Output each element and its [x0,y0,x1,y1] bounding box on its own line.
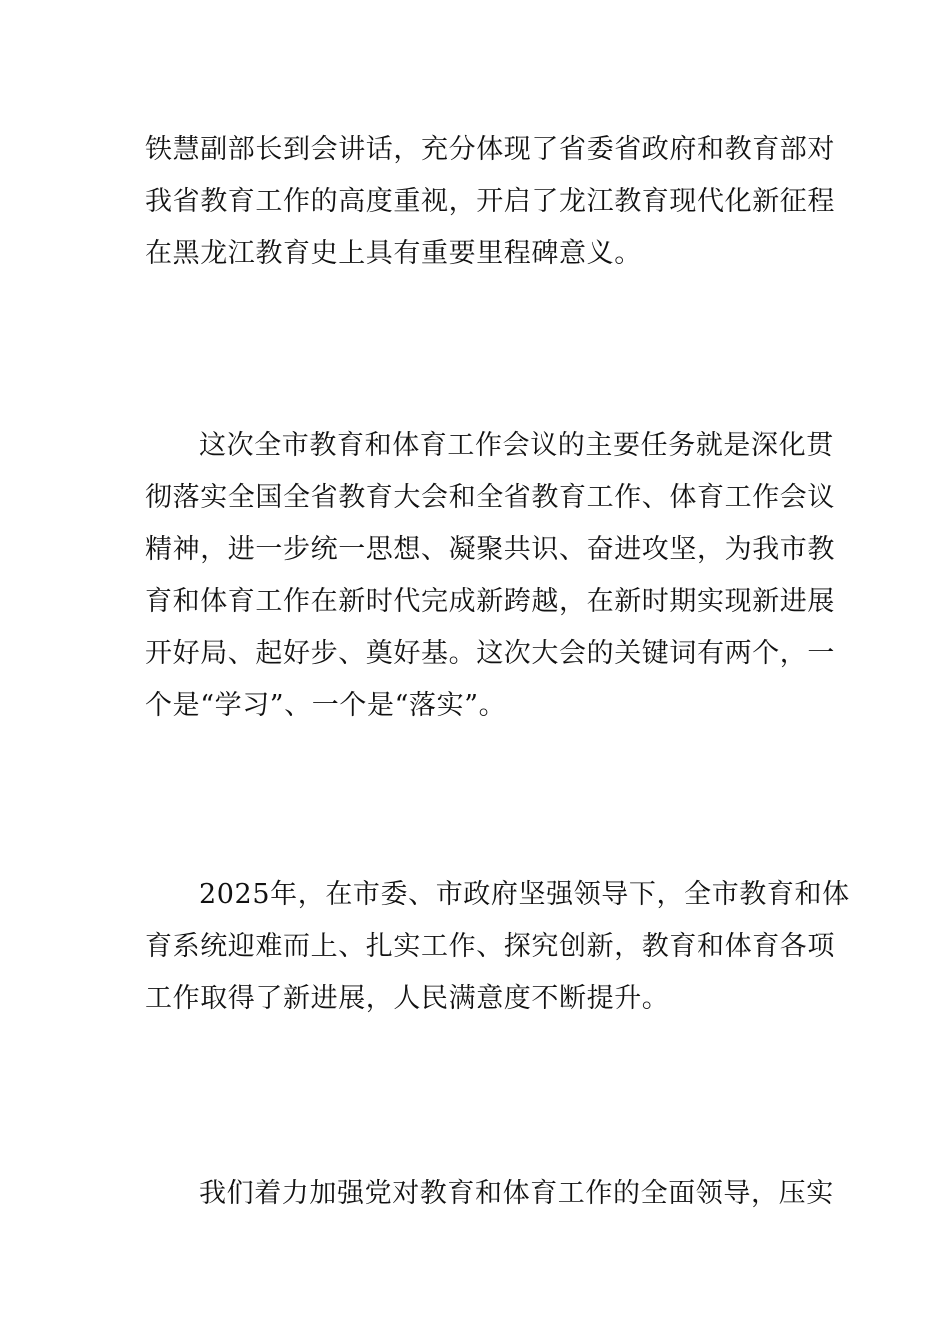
text-line: 育系统迎难而上、扎实工作、探究创新，教育和体育各项 [145,931,835,962]
text-line: 个是“学习”、一个是“落实”。 [145,690,507,721]
text-line: 我省教育工作的高度重视，开启了龙江教育现代化新征程 [145,186,835,217]
paragraph-1 [145,124,835,280]
text-line: 铁慧副部长到会讲话，充分体现了省委省政府和教育部对 [145,134,835,165]
text-line: 我们着力加强党对教育和体育工作的全面领导，压实 [199,1178,834,1209]
text-line: 育和体育工作在新时代完成新跨越，在新时期实现新进展 [145,586,835,617]
paragraph-3 [145,869,850,1025]
text-line: 工作取得了新进展，人民满意度不断提升。 [145,983,670,1014]
paragraph-4 [145,1168,834,1220]
paragraph-2 [145,420,835,732]
text-line: 在黑龙江教育史上具有重要里程碑意义。 [145,238,642,269]
text-line: 2025年，在市委、市政府坚强领导下，全市教育和体 [199,879,850,910]
text-line: 这次全市教育和体育工作会议的主要任务就是深化贯 [199,430,834,461]
text-line: 彻落实全国全省教育大会和全省教育工作、体育工作会议 [145,482,835,513]
text-line: 开好局、起好步、奠好基。这次大会的关键词有两个，一 [145,638,835,669]
text-line: 精神，进一步统一思想、凝聚共识、奋进攻坚，为我市教 [145,534,835,565]
